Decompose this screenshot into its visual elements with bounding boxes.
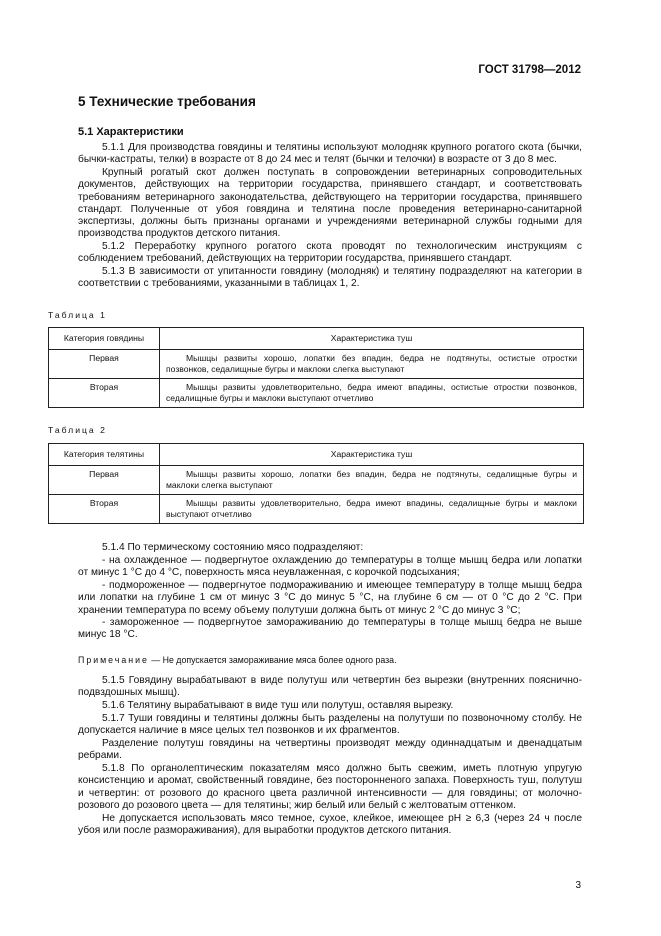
paragraph-5-1-1-cont: Крупный рогатый скот должен поступать в сопровождении ветеринарных сопроводительных документов, действующих на территории государства, принявшего стандарт, и соответствовать требованиям ветеринарного законодательства, действующего на территории государства, принявшего стандарт. Полученные от убоя говядина и телятина после проведения ветеринарно-санитарной экспертизы, должны быть признаны органами и учреждениями ветеринарной службы годными для производства продуктов детского питания. (78, 167, 582, 240)
table-row (49, 350, 584, 379)
paragraph-5-1-6: 5.1.6 Телятину вырабатывают в виде туш или полутуш, оставляя вырезку. (102, 700, 454, 711)
paragraph-5-1-4-a: - на охлажденное — подвергнутое охлаждению до температуры в толще мышц бедра или лопатки от минус 1 °С до 4 °С, поверхность мяса неувлаженная, с корочкой подсыхания; (78, 555, 582, 579)
paragraph-5-1-4-b: - подмороженное — подвергнутое подмораживанию и имеющее температуру в толще мышц бедра или лопатки на глубине 1 см от минус 3 °С до минус 5 °С, на глубине 6 см — от 0 °С до 2 °С. При хранении температура по всему объему полутуши должна быть от минус 2 °С до минус 3 °С; (78, 580, 582, 616)
table-cell-category: Вторая (49, 495, 160, 524)
paragraph-5-1-2: 5.1.2 Переработку крупного рогатого скота проводят по технологическим инструкциям с соблюдением требований, действующих на территории государства, принявшего стандарт. (78, 241, 582, 265)
paragraph-5-1-3: 5.1.3 В зависимости от упитанности говядину (молодняк) и телятину подразделяют на категории в соответствии с требованиями, указанными в таблицах 1, 2. (78, 266, 582, 290)
table-cell-category: Вторая (49, 379, 160, 408)
section-title: 5 Технические требования (78, 94, 256, 109)
table-cell-description: Мышцы развиты удовлетворительно, бедра имеют впадины, седалищные бугры и маклоки выступают отчетливо (160, 495, 584, 524)
table-cell-description: Мышцы развиты удовлетворительно, бедра имеют впадины, остистые отростки позвонков, седалищные бугры и маклоки выступают отчетливо (160, 379, 584, 408)
table-2 (48, 443, 584, 524)
page-number: 3 (575, 880, 581, 891)
paragraph-5-1-5: 5.1.5 Говядину вырабатывают в виде полутуш или четвертин без вырезки (внутренних пояснично-подвздошных мышц). (78, 675, 582, 699)
table-cell-description: Мышцы развиты хорошо, лопатки без впадин, бедра не подтянуты, седалищные бугры и маклоки слегка выступают (160, 466, 584, 495)
document-code: ГОСТ 31798—2012 (478, 64, 581, 76)
table-cell-category: Первая (49, 466, 160, 495)
table-row (49, 495, 584, 524)
table-header-cell: Категория телятины (49, 444, 160, 466)
table-header-row (49, 444, 584, 466)
table-2-label: Таблица 2 (48, 425, 107, 435)
table-header-cell: Характеристика туш (160, 444, 584, 466)
paragraph-5-1-8-cont: Не допускается использовать мясо темное, сухое, клейкое, имеющее рН ≥ 6,3 (через 24 ч после убоя или после размораживания), для выработки продуктов детского питания. (78, 813, 582, 837)
table-cell-category: Первая (49, 350, 160, 379)
table-cell-description: Мышцы развиты хорошо, лопатки без впадин, бедра не подтянуты, остистые отростки позвонков, седалищные бугры и маклоки слегка выступают (160, 350, 584, 379)
paragraph-5-1-8: 5.1.8 По органолептическим показателям мясо должно быть свежим, иметь плотную упругую консистенцию и аромат, свойственный говядине, без посторонненого запаха. Поверхность туш, полутуш и четвертин: от розового до красного цвета различной интенсивности — для говядины; от молочно-розового до розового цвета — для телятины; жир белый или белый с желтоватым оттенком. (78, 763, 582, 811)
note-text: — Не допускается замораживание мяса более одного раза. (151, 655, 397, 665)
subsection-title: 5.1 Характеристики (78, 126, 184, 138)
table-row (49, 379, 584, 408)
table-1-label: Таблица 1 (48, 310, 107, 320)
note-label: Примечание (78, 655, 149, 665)
table-row (49, 466, 584, 495)
note (78, 655, 397, 665)
table-header-cell: Характеристика туш (160, 328, 584, 350)
table-header-cell: Категория говядины (49, 328, 160, 350)
paragraph-5-1-7-cont: Разделение полутуш говядины на четвертины производят между одиннадцатым и двенадцатым ребрами. (78, 738, 582, 762)
paragraph-5-1-4: 5.1.4 По термическому состоянию мясо подразделяют: (102, 542, 364, 553)
paragraph-5-1-4-c: - замороженное — подвергнутое замораживанию до температуры в толще мышц бедра не выше минус 18 °С. (78, 617, 582, 641)
table-1 (48, 327, 584, 408)
table-header-row (49, 328, 584, 350)
paragraph-5-1-1: 5.1.1 Для производства говядины и телятины используют молодняк крупного рогатого скота (бычки, бычки-кастраты, телки) в возрасте от 8 до 24 мес и телят (бычки и телочки) в возрасте от 3 до 8 мес. (78, 142, 582, 166)
paragraph-5-1-7: 5.1.7 Туши говядины и телятины должны быть разделены на полутуши по позвоночному столбу. Не допускается наличие в мясе целых тел позвонков и их фрагментов. (78, 713, 582, 737)
